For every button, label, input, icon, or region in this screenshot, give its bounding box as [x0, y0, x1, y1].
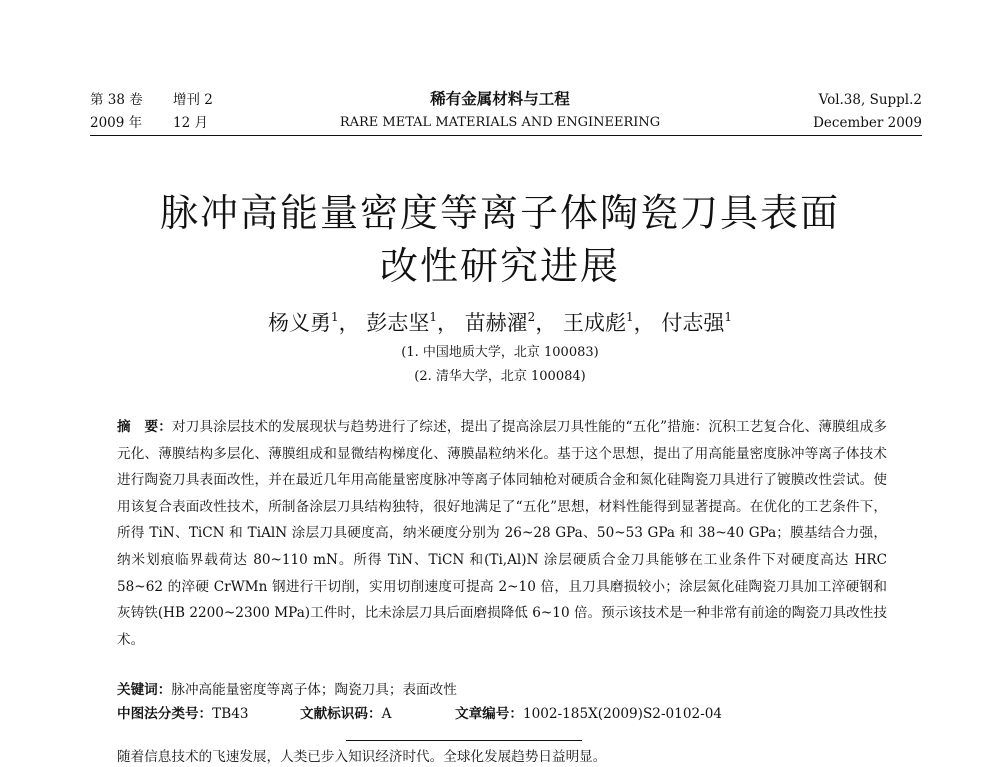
author: 付志强$^1$: [661, 310, 732, 335]
paper-title-line-1: 脉冲高能量密度等离子体陶瓷刀具表面: [159, 191, 840, 235]
volume-label: 第 38 卷: [90, 92, 143, 108]
section-separator: [346, 740, 582, 741]
affiliation-1: (1. 中国地质大学，北京 100083): [401, 345, 599, 360]
date-en: December 2009: [813, 115, 922, 131]
keywords: [117, 680, 457, 700]
author: 杨义勇$^1$，: [268, 310, 360, 335]
year-label: 2009 年: [90, 115, 143, 131]
volume-en: Vol.38, Suppl.2: [818, 92, 922, 108]
header-rule: [90, 135, 922, 136]
paper-title-line-2: 改性研究进展: [379, 244, 620, 288]
journal-title-cn: 稀有金属材料与工程: [430, 90, 570, 108]
author: 彭志坚$^1$，: [366, 310, 458, 335]
article-number: 文章编号：1002-185X(2009)S2-0102-04: [455, 706, 723, 722]
author: 王成彪$^1$，: [563, 310, 655, 335]
abstract-label: 摘 要：: [117, 419, 172, 435]
keywords-text: 脉冲高能量密度等离子体；陶瓷刀具；表面改性: [171, 682, 457, 698]
keywords-label: 关键词：: [117, 682, 172, 698]
journal-title-en: RARE METAL MATERIALS AND ENGINEERING: [339, 115, 661, 130]
affiliation-2: (2. 清华大学，北京 100084): [414, 369, 586, 384]
issue-label: 增刊 2: [173, 92, 213, 108]
body-text-cutoff: 随着信息技术的飞速发展，人类已步入知识经济时代。全球化发展趋势日益明显。: [117, 749, 607, 765]
abstract-text: 对刀具涂层技术的发展现状与趋势进行了综述，提出了提高涂层刀具性能的“五化”措施：沉积工艺复合化、薄膜组成多元化、薄膜结构多层化、薄膜组成和显微结构梯度化、薄膜晶粒纳米化。基于这个思想，提出了用高能量密度脉冲等离子体技术进行陶瓷刀具表面改性，并在最近几年用高能量密度脉冲等离子体同轴枪对硬质合金和氮化硅陶瓷刀具进行了镀膜改性尝试。使用该复合表面改性技术，所制备涂层刀具结构独特，很好地满足了“五化”思想，材料性能得到显著提高。在优化的工艺条件下，所得 TiN、TiCN 和 TiAlN 涂层刀具硬度高，纳米硬度分别为 26~28 GPa、50~53 GPa 和 38~40 GPa；膜基结合力强，纳米划痕临界载荷达 80~110 mN。所得 TiN、TiCN 和(Ti,Al)N 涂层硬质合金刀具能够在工业条件下对硬度高达 HRC 58~62 的淬硬 CrWMn 钢进行干切削，实用切削速度可提高 2~10 倍，且刀具磨损较小；涂层氮化硅陶瓷刀具加工淬硬钢和灰铸铁(HB 2200~2300 MPa)工件时，比未涂层刀具后面磨损降低 6~10 倍。预示该技术是一种非常有前途的陶瓷刀具改性技术。: [117, 419, 887, 648]
abstract: [117, 414, 887, 653]
author: 苗赫濯$^2$，: [464, 310, 557, 335]
document-code: 文献标识码：A: [300, 706, 392, 722]
clc-number: 中图法分类号：TB43: [117, 706, 249, 722]
author-list: [0, 303, 1000, 337]
month-label: 12 月: [173, 115, 208, 131]
